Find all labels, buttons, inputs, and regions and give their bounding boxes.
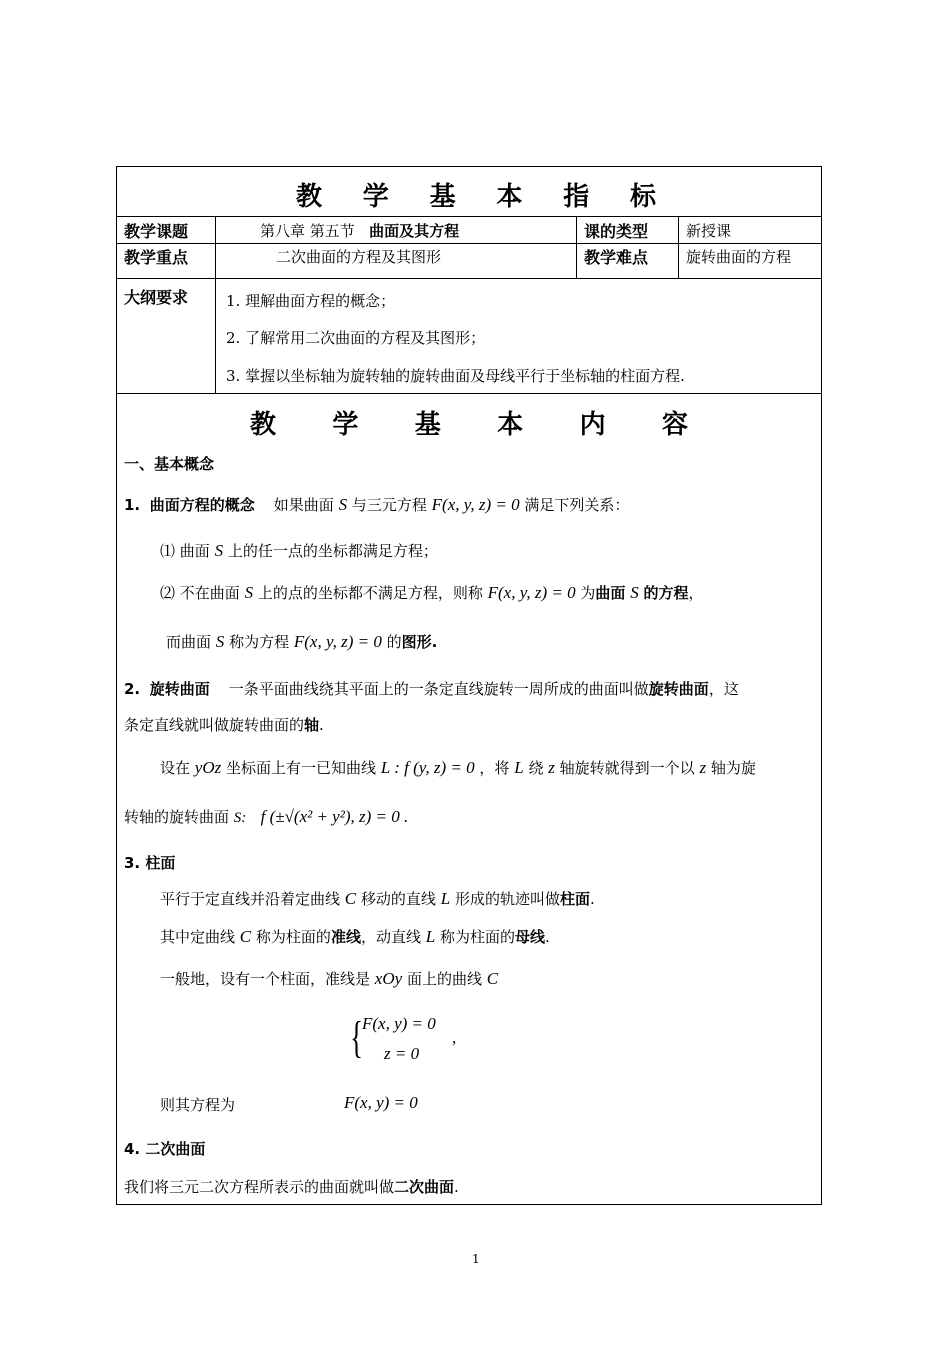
term: 母线 [515,928,546,946]
requirement-item: 1. 理解曲面方程的概念； [226,292,396,310]
title-char: 本 [497,410,524,440]
term: 曲面方程的概念 [149,496,255,514]
text: 为 [580,584,596,602]
math-symbol: L [514,758,524,777]
text: ，将 [479,759,510,777]
math-symbol: xOy [374,969,403,988]
math-symbol: S [215,632,225,651]
paragraph [160,757,756,778]
text: 如果曲面 [273,496,334,514]
text: 上的点的坐标都不满足方程，则称 [257,584,483,602]
key-label: 教学重点 [124,248,189,267]
item-number: 2. [124,680,141,698]
paragraph [160,582,704,603]
paragraph [160,540,438,561]
text: 形成的轨迹叫做 [454,890,560,908]
table-rule [117,216,821,217]
item-number: 1. [124,496,141,514]
math-expression: F(x, y, z) = 0 [293,632,382,651]
math-symbol: S [214,541,224,560]
paragraph [160,1094,235,1115]
type-label: 课的类型 [584,222,649,241]
title-char: 基 [414,410,441,440]
title-char: 指 [563,182,590,212]
title-char: 基 [429,182,456,212]
math-symbol: C [239,927,252,946]
section-title-indicators [296,176,656,213]
title-char: 标 [629,182,656,212]
paragraph [124,494,629,515]
title-char: 学 [362,182,389,212]
text: 称为柱面的 [255,928,331,946]
paragraph [160,968,498,989]
text: 称为柱面的 [440,928,516,946]
course-value [260,220,459,241]
math-symbol: L [425,927,436,946]
outline-label: 大纲要求 [124,288,189,307]
text: . [319,716,324,734]
term: 旋转曲面 [648,680,709,698]
text: 一般地，设有一个柱面，准线是 [160,970,371,988]
text: ，这 [708,680,739,698]
text: 轴为旋 [710,759,756,777]
text: 上的任一点的坐标都满足方程； [227,542,438,560]
text: 转轴的旋转曲面 [124,808,230,826]
text: ，动直线 [360,928,421,946]
term: 二次曲面 [394,1178,455,1196]
paragraph [160,926,550,947]
title-char: 学 [332,410,359,440]
topic-text: 曲面及其方程 [369,222,460,240]
table-rule [117,278,821,279]
math-expression: F(x, y, z) = 0 [431,495,520,514]
chapter-text: 第八章 第五节 [260,222,355,240]
section-heading: 4. 二次曲面 [124,1140,206,1158]
term: 的方程 [643,584,689,602]
paragraph [124,806,408,827]
text: . [545,928,550,946]
math-symbol: z [548,758,555,777]
text: 绕 [528,759,544,777]
text: 的 [386,633,402,651]
math-label: S: [233,810,247,826]
page-number: 1 [472,1252,480,1266]
text: 我们将三元二次方程所表示的曲面就叫做 [124,1178,395,1196]
text: 称为方程 [229,633,290,651]
text: 面上的曲线 [406,970,482,988]
text: ， [688,584,704,602]
table-rule [576,216,577,278]
text: 坐标面上有一已知曲线 [226,759,377,777]
math-symbol: S [338,495,348,514]
text: 轴旋转就得到一个以 [559,759,695,777]
text: ⑵ 不在曲面 [160,584,240,602]
math-symbol: C [344,889,357,908]
brace-glyph: { [350,1013,363,1062]
cylinder-equation: F(x, y) = 0 [344,1093,418,1112]
equation-line: F(x, y) = 0 [362,1014,436,1033]
title-char: 教 [250,410,277,440]
text: ⑴ 曲面 [160,542,210,560]
math-symbol: S [244,583,254,602]
paragraph [160,888,595,909]
type-value: 新授课 [686,222,732,240]
section-title-content [250,404,688,441]
text: 与三元方程 [351,496,427,514]
math-expression: L : f (y, z) = 0 [380,758,475,777]
math-expression: F(x, y, z) = 0 [487,583,576,602]
key-value: 二次曲面的方程及其图形 [276,248,442,266]
table-rule [117,243,821,244]
requirement-item: 2. 了解常用二次曲面的方程及其图形； [226,329,486,347]
table-rule [678,216,679,278]
text: 满足下列关系： [524,496,630,514]
math-symbol: C [486,969,499,988]
math-symbol: S [630,583,639,602]
paragraph [124,678,739,699]
text: 其中定曲线 [160,928,236,946]
term: 轴 [304,716,320,734]
text: 条定直线就叫做旋转曲面的 [124,716,305,734]
text: 一条平面曲线绕其平面上的一条定直线旋转一周所成的曲面叫做 [228,680,649,698]
requirement-item: 3. 掌握以坐标轴为旋转轴的旋转曲面及母线平行于坐标轴的柱面方程. [226,367,685,385]
difficulty-label: 教学难点 [584,248,649,267]
term: 图形. [401,633,438,651]
difficulty-value: 旋转曲面的方程 [686,248,792,266]
table-rule [215,216,216,393]
title-char: 内 [579,410,606,440]
term: 旋转曲面 [149,680,210,698]
text: 则其方程为 [160,1096,236,1114]
term: 准线 [330,928,361,946]
paragraph [166,631,437,652]
text: . [590,890,595,908]
text: . [454,1178,459,1196]
text: 而曲面 [166,633,212,651]
section-heading: 一、基本概念 [124,455,215,473]
table-rule [117,393,821,394]
equation-comma: , [452,1028,457,1047]
title-char: 教 [296,182,323,212]
math-symbol: L [440,889,451,908]
course-label: 教学课题 [124,222,189,241]
math-symbol: z [699,758,707,777]
text: 平行于定直线并沿着定曲线 [160,890,341,908]
text: 移动的直线 [360,890,436,908]
paragraph [124,1176,459,1197]
math-symbol: yOz [194,758,222,777]
term: 柱面 [559,890,590,908]
paragraph [124,714,324,735]
text: 设在 [160,759,191,777]
title-char: 容 [661,410,688,440]
term: 曲面 [595,584,626,602]
rotation-equation: f (±√(x² + y²), z) = 0 . [260,807,409,826]
title-char: 本 [496,182,523,212]
equation-line: z = 0 [384,1044,420,1063]
section-heading: 3. 柱面 [124,854,176,872]
